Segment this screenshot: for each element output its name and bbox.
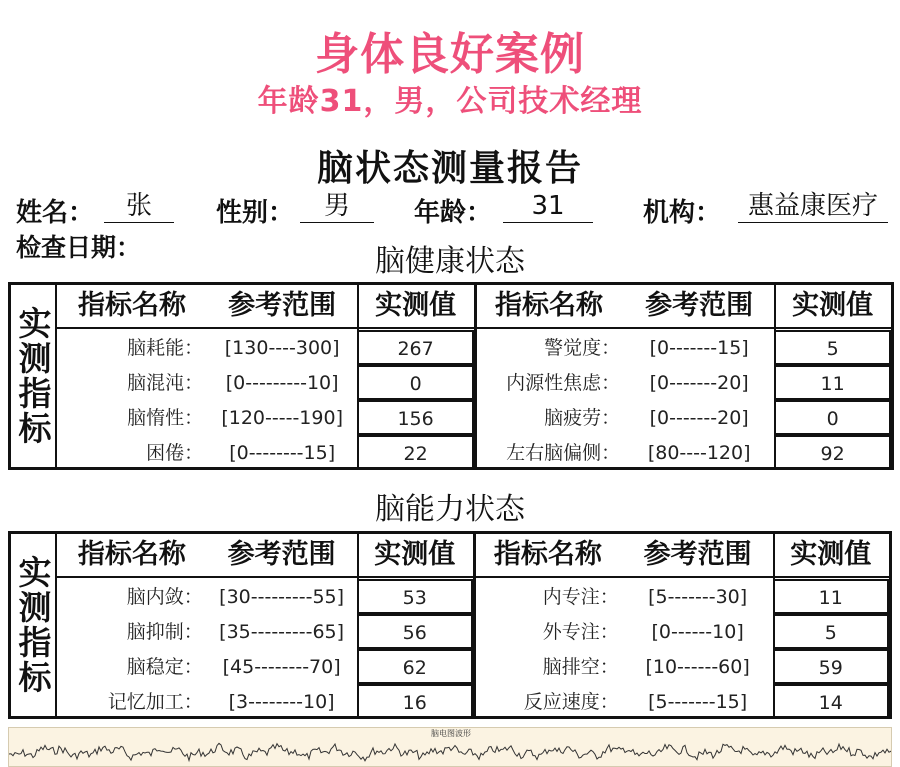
case-title: 身体良好案例 bbox=[315, 29, 585, 80]
age-label: 年龄： bbox=[414, 198, 493, 228]
age-value: 31 bbox=[503, 190, 593, 223]
measured-value: 0 bbox=[774, 400, 891, 435]
measured-value: 11 bbox=[774, 365, 891, 400]
half-divider bbox=[474, 285, 477, 467]
indicator-name: 困倦： bbox=[146, 442, 204, 464]
eeg-waveform-strip bbox=[8, 727, 892, 767]
indicator-name: 脑稳定： bbox=[126, 656, 203, 678]
reference-range: [0-------15] bbox=[649, 337, 749, 359]
header-range-right: 参考范围 bbox=[643, 539, 752, 570]
reference-range: [0------10] bbox=[651, 621, 744, 643]
reference-range: [0---------10] bbox=[225, 372, 339, 394]
reference-range: [80----120] bbox=[647, 442, 751, 464]
reference-range: [0-------20] bbox=[649, 407, 749, 429]
header-range-left: 参考范围 bbox=[228, 290, 337, 321]
measured-value: 53 bbox=[357, 579, 473, 614]
reference-range: [10------60] bbox=[645, 656, 750, 678]
header-measured-right: 实测值 bbox=[790, 539, 872, 570]
header-range-right: 参考范围 bbox=[645, 290, 754, 321]
brain-health-title: 脑健康状态 bbox=[375, 244, 525, 279]
header-range-left: 参考范围 bbox=[227, 539, 336, 570]
case-subtitle: 年龄31，男，公司技术经理 bbox=[257, 84, 643, 119]
measured-value: 14 bbox=[773, 684, 889, 719]
half-divider bbox=[473, 534, 476, 716]
indicator-name: 脑混沌： bbox=[127, 372, 204, 394]
indicator-name: 警觉度： bbox=[544, 337, 621, 359]
gender-value: 男 bbox=[300, 190, 374, 223]
reference-range: [5-------30] bbox=[648, 586, 748, 608]
indicator-name: 内源性焦虑： bbox=[506, 372, 621, 394]
reference-range: [0--------15] bbox=[229, 442, 336, 464]
indicator-name: 记忆加工： bbox=[107, 691, 203, 713]
eeg-trace bbox=[9, 743, 892, 761]
measured-value: 16 bbox=[357, 684, 473, 719]
eeg-waveform-label: 脑电图波形 bbox=[431, 729, 471, 738]
exam-date-label: 检查日期： bbox=[16, 233, 142, 262]
reference-range: [30---------55] bbox=[219, 586, 345, 608]
org-label: 机构： bbox=[643, 198, 722, 228]
name-label: 姓名： bbox=[16, 198, 95, 228]
header-measured-left: 实测值 bbox=[375, 290, 457, 321]
measured-value: 92 bbox=[774, 435, 891, 470]
brain-ability-title: 脑能力状态 bbox=[375, 492, 525, 527]
reference-range: [130----300] bbox=[224, 337, 340, 359]
header-indicator-left: 指标名称 bbox=[77, 539, 186, 570]
measured-value: 59 bbox=[773, 649, 889, 684]
measured-value: 5 bbox=[774, 330, 891, 365]
measured-value: 267 bbox=[357, 330, 474, 365]
measured-value: 156 bbox=[357, 400, 474, 435]
header-indicator-right: 指标名称 bbox=[495, 290, 604, 321]
header-divider bbox=[57, 576, 889, 578]
brain-health-table bbox=[8, 282, 894, 470]
reference-range: [0-------20] bbox=[649, 372, 749, 394]
measured-value: 5 bbox=[773, 614, 889, 649]
header-indicator-right: 指标名称 bbox=[493, 539, 602, 570]
header-measured-left: 实测值 bbox=[374, 539, 456, 570]
indicator-name: 脑疲劳： bbox=[544, 407, 621, 429]
indicator-name: 脑排空： bbox=[542, 656, 619, 678]
measured-value: 0 bbox=[357, 365, 474, 400]
gender-label: 性别： bbox=[216, 198, 295, 228]
header-indicator-left: 指标名称 bbox=[78, 290, 187, 321]
reference-range: [35---------65] bbox=[219, 621, 345, 643]
indicator-name: 脑耗能： bbox=[127, 337, 204, 359]
measured-value: 11 bbox=[773, 579, 889, 614]
indicator-name: 内专注： bbox=[542, 586, 619, 608]
indicator-name: 外专注： bbox=[542, 621, 619, 643]
reference-range: [3--------10] bbox=[228, 691, 335, 713]
measured-value: 22 bbox=[357, 435, 474, 470]
indicator-name: 脑惰性： bbox=[127, 407, 204, 429]
name-value: 张 bbox=[104, 190, 174, 223]
measured-value: 56 bbox=[357, 614, 473, 649]
indicator-name: 左右脑偏侧： bbox=[506, 442, 621, 464]
header-divider bbox=[57, 327, 891, 329]
measured-value: 62 bbox=[357, 649, 473, 684]
side-label: 实测指标 bbox=[11, 285, 57, 467]
indicator-name: 反应速度： bbox=[523, 691, 619, 713]
indicator-name: 脑内敛： bbox=[126, 586, 203, 608]
org-value: 惠益康医疗 bbox=[738, 190, 888, 223]
header-measured-right: 实测值 bbox=[792, 290, 874, 321]
reference-range: [120-----190] bbox=[221, 407, 343, 429]
report-title: 脑状态测量报告 bbox=[316, 148, 583, 189]
side-label: 实测指标 bbox=[11, 534, 57, 716]
indicator-name: 脑抑制： bbox=[126, 621, 203, 643]
reference-range: [5-------15] bbox=[648, 691, 748, 713]
brain-ability-table bbox=[8, 531, 892, 719]
reference-range: [45--------70] bbox=[222, 656, 341, 678]
